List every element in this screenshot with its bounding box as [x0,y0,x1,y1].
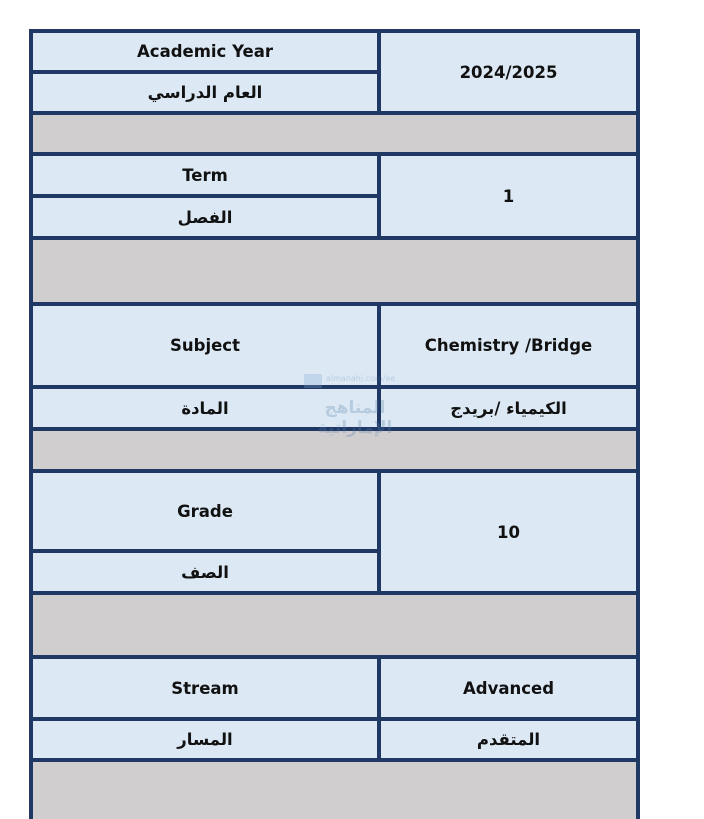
stream-value-ar: المتقدم [381,721,636,758]
grade-label-ar: الصف [33,553,377,591]
grade-label-en: Grade [33,473,377,549]
academic-year-value: 2024/2025 [381,33,636,111]
academic-year-label-ar: العام الدراسي [33,74,377,111]
watermark-text: المناهج الإماراتية [317,398,393,438]
term-value: 1 [381,156,636,236]
stream-value-en: Advanced [381,659,636,717]
stream-label-ar: المسار [33,721,377,758]
subject-value-ar: الكيمياء /بريدج [381,389,636,427]
term-label-en: Term [33,156,377,194]
separator-row [33,431,636,469]
subject-label-ar: المادة [33,389,377,427]
separator-row [33,595,636,655]
grade-value: 10 [381,473,636,591]
separator-row [33,762,636,819]
academic-year-label-en: Academic Year [33,33,377,70]
separator-row [33,115,636,152]
subject-value-en: Chemistry /Bridge [381,306,636,385]
subject-label-en: Subject [33,306,377,385]
separator-row [33,240,636,302]
watermark-small-text: almanahj.com/ae [326,374,396,383]
term-label-ar: الفصل [33,198,377,236]
info-table [29,29,640,819]
stream-label-en: Stream [33,659,377,717]
